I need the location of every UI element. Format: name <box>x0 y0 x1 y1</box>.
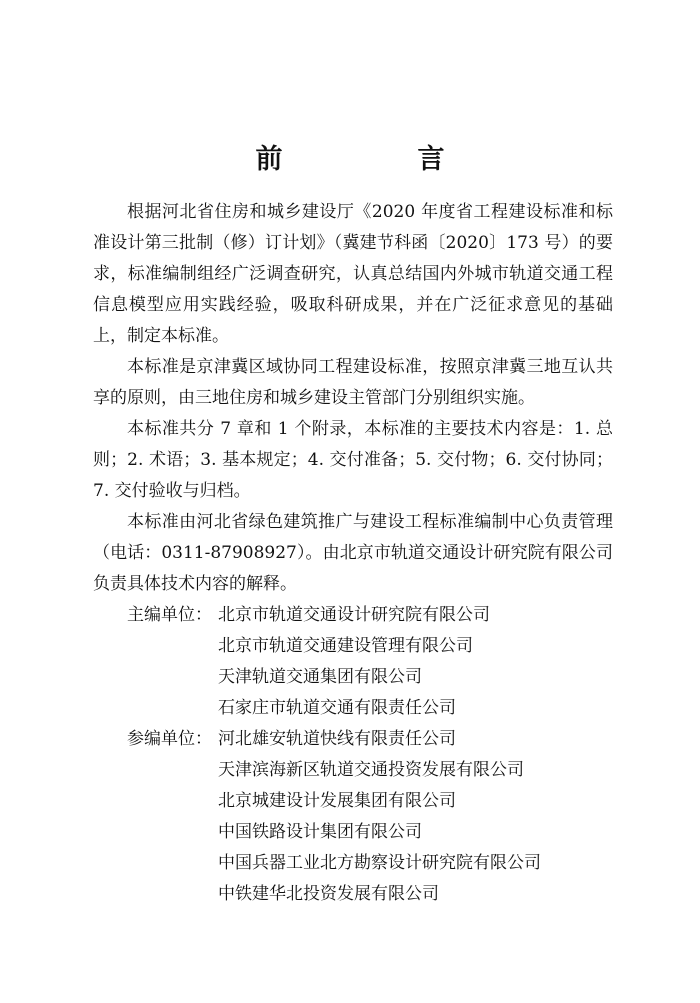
chief-unit-row <box>93 662 613 693</box>
chief-editor-label: 主编单位： <box>127 605 212 625</box>
participating-editor-unit: 河北雄安轨道快线有限责任公司 <box>218 729 456 749</box>
chief-editor-unit: 北京市轨道交通建设管理有限公司 <box>218 636 473 656</box>
participating-unit-row <box>93 848 613 879</box>
participating-unit-row <box>93 879 613 910</box>
foreword-body <box>93 197 613 910</box>
chief-editor-unit: 石家庄市轨道交通有限责任公司 <box>218 698 456 718</box>
participating-unit-row <box>93 755 613 786</box>
editor-units <box>93 600 613 910</box>
chief-editor-unit: 天津轨道交通集团有限公司 <box>218 667 422 687</box>
chief-unit-row <box>93 693 613 724</box>
participating-unit-row <box>93 786 613 817</box>
chief-editor-unit: 北京市轨道交通设计研究院有限公司 <box>218 605 490 625</box>
participating-editor-unit: 北京城建设计发展集团有限公司 <box>218 791 456 811</box>
chief-unit-row <box>93 600 613 631</box>
paragraph-management: 本标准由河北省绿色建筑推广与建设工程标准编制中心负责管理（电话：0311-87908927）。由北京市轨道交通设计研究院有限公司负责具体技术内容的解释。 <box>93 512 613 594</box>
participating-editor-unit: 中国铁路设计集团有限公司 <box>218 822 422 842</box>
paragraph-regional-standard: 本标准是京津冀区域协同工程建设标准，按照京津冀三地互认共享的原则，由三地住房和城乡建设主管部门分别组织实施。 <box>93 357 613 408</box>
page-title: 前 言 <box>255 144 499 175</box>
participating-editor-unit: 天津滨海新区轨道交通投资发展有限公司 <box>218 760 524 780</box>
participating-editor-unit: 中铁建华北投资发展有限公司 <box>218 884 439 904</box>
paragraph-contents: 本标准共分 7 章和 1 个附录，本标准的主要技术内容是：1. 总则；2. 术语；3. 基本规定；4. 交付准备；5. 交付物；6. 交付协同；7. 交付验收与归档。 <box>93 419 613 501</box>
chief-unit-row <box>93 631 613 662</box>
participating-unit-row <box>93 724 613 755</box>
participating-editor-label: 参编单位： <box>127 729 212 749</box>
participating-unit-row <box>93 817 613 848</box>
paragraph-project-basis: 根据河北省住房和城乡建设厅《2020 年度省工程建设标准和标准设计第三批制（修）订计划》（冀建节科函〔2020〕173 号）的要求，标准编制组经广泛调查研究，认真总结国内外城市轨道交通工程信息模型应用实践经验，吸取科研成果，并在广泛征求意见的基础上，制定本标准。 <box>93 202 613 346</box>
participating-editor-unit: 中国兵器工业北方勘察设计研究院有限公司 <box>218 853 541 873</box>
